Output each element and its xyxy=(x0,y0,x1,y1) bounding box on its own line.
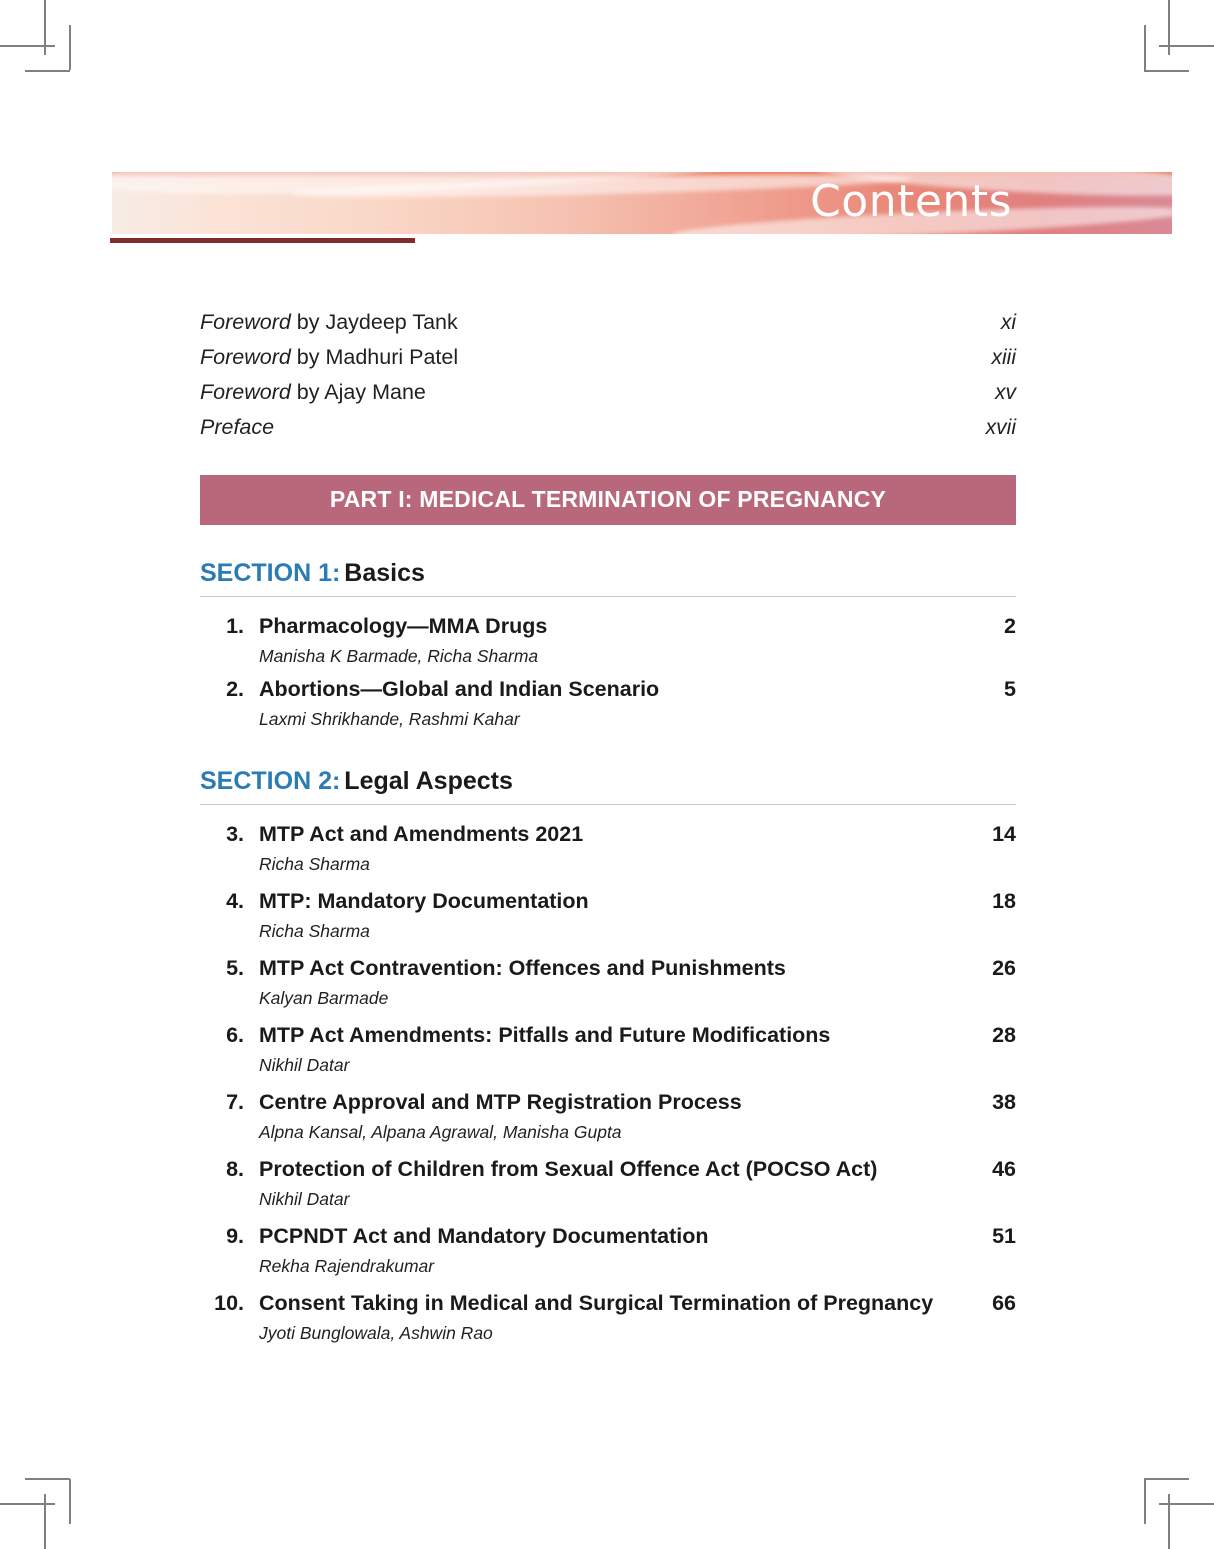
chapter-line xyxy=(200,886,1016,916)
crop-mark-top-left-inner xyxy=(25,70,70,72)
chapter-line xyxy=(200,819,1016,849)
section-number: SECTION 2: xyxy=(200,767,341,795)
chapter-entry[interactable] xyxy=(200,1020,1016,1079)
chapter-title: Protection of Children from Sexual Offence Act (POCSO Act) xyxy=(259,1157,878,1181)
crop-mark-top-right-inner xyxy=(1144,25,1146,70)
crop-mark-top-left xyxy=(0,45,55,47)
chapter-line xyxy=(200,611,1016,641)
chapter-page-number: 5 xyxy=(1004,677,1016,701)
chapter-authors: Richa Sharma xyxy=(259,921,370,941)
crop-mark-bottom-right-inner xyxy=(1144,1478,1189,1480)
front-matter-page: xiii xyxy=(991,346,1016,369)
chapter-page-number: 28 xyxy=(992,1023,1016,1047)
chapter-line xyxy=(200,1154,1016,1184)
chapter-entry[interactable] xyxy=(200,674,1016,733)
front-matter-entry[interactable] xyxy=(200,410,1016,445)
section-basics xyxy=(200,559,1016,733)
section-number: SECTION 1: xyxy=(200,559,341,587)
front-matter-label xyxy=(200,375,426,409)
section-heading xyxy=(200,559,1016,597)
chapter-entry[interactable] xyxy=(200,886,1016,945)
front-matter-entry[interactable] xyxy=(200,375,1016,410)
front-matter-entry[interactable] xyxy=(200,305,1016,340)
chapter-number: 9. xyxy=(226,1224,244,1248)
front-matter-entry[interactable] xyxy=(200,340,1016,375)
chapter-authors: Nikhil Datar xyxy=(259,1189,350,1209)
page-title: Contents xyxy=(810,176,1012,228)
chapter-page-number: 14 xyxy=(992,822,1016,846)
chapter-title: MTP: Mandatory Documentation xyxy=(259,889,589,913)
chapter-authors: Alpna Kansal, Alpana Agrawal, Manisha Gupta xyxy=(259,1122,622,1142)
chapter-entry[interactable] xyxy=(200,819,1016,878)
chapter-entry[interactable] xyxy=(200,1087,1016,1146)
chapter-line xyxy=(200,674,1016,704)
chapter-line xyxy=(200,953,1016,983)
contents-header-banner xyxy=(112,172,1172,234)
chapter-page-number: 66 xyxy=(992,1291,1016,1315)
section-title: Legal Aspects xyxy=(344,767,513,795)
front-matter-label-rest: by Jaydeep Tank xyxy=(290,310,458,334)
crop-mark-top-left-inner xyxy=(69,25,71,70)
front-matter-page: xi xyxy=(1000,311,1016,334)
crop-mark-bottom-right xyxy=(1159,1503,1214,1505)
chapter-number: 7. xyxy=(226,1090,244,1114)
chapter-number: 3. xyxy=(226,822,244,846)
section-title: Basics xyxy=(344,559,425,587)
chapter-page-number: 46 xyxy=(992,1157,1016,1181)
crop-mark-top-right-inner xyxy=(1144,70,1189,72)
chapter-entry[interactable] xyxy=(200,1288,1016,1347)
crop-mark-bottom-left-inner xyxy=(25,1478,70,1480)
chapter-title: PCPNDT Act and Mandatory Documentation xyxy=(259,1224,709,1248)
front-matter-label-rest: by Madhuri Patel xyxy=(290,345,459,369)
chapter-line xyxy=(200,1087,1016,1117)
chapter-number: 8. xyxy=(226,1157,244,1181)
chapter-number: 2. xyxy=(226,677,244,701)
front-matter-label-italic: Foreword xyxy=(200,310,291,334)
chapter-entry[interactable] xyxy=(200,1221,1016,1280)
part-banner: PART I: MEDICAL TERMINATION OF PREGNANCY xyxy=(200,475,1016,525)
crop-mark-bottom-left-inner xyxy=(69,1479,71,1524)
chapter-authors: Laxmi Shrikhande, Rashmi Kahar xyxy=(259,709,520,729)
chapter-number: 4. xyxy=(226,889,244,913)
chapter-title: Consent Taking in Medical and Surgical Termination of Pregnancy xyxy=(259,1291,934,1315)
chapter-title: Centre Approval and MTP Registration Process xyxy=(259,1090,742,1114)
chapter-page-number: 26 xyxy=(992,956,1016,980)
front-matter-label xyxy=(200,305,458,339)
chapter-page-number: 18 xyxy=(992,889,1016,913)
chapter-number: 6. xyxy=(226,1023,244,1047)
chapter-authors: Jyoti Bunglowala, Ashwin Rao xyxy=(259,1323,493,1343)
front-matter-label-rest: by Ajay Mane xyxy=(290,380,426,404)
section-legal-aspects xyxy=(200,767,1016,1347)
chapter-authors: Manisha K Barmade, Richa Sharma xyxy=(259,646,539,666)
chapter-number: 10. xyxy=(214,1291,244,1315)
chapter-entry[interactable] xyxy=(200,953,1016,1012)
front-matter-label xyxy=(200,410,274,444)
front-matter-page: xv xyxy=(995,381,1016,404)
front-matter-page: xvii xyxy=(985,416,1016,439)
banner-underline-rule xyxy=(110,238,415,243)
front-matter-label-italic: Foreword xyxy=(200,380,291,404)
chapter-authors: Kalyan Barmade xyxy=(259,988,389,1008)
front-matter-label-italic: Foreword xyxy=(200,345,291,369)
chapter-authors: Nikhil Datar xyxy=(259,1055,350,1075)
chapter-line xyxy=(200,1020,1016,1050)
chapter-number: 5. xyxy=(226,956,244,980)
front-matter-label-italic: Preface xyxy=(200,415,275,439)
chapter-title: Pharmacology—MMA Drugs xyxy=(259,614,548,638)
chapter-page-number: 51 xyxy=(992,1224,1016,1248)
chapter-entry[interactable] xyxy=(200,1154,1016,1213)
chapter-entry[interactable] xyxy=(200,611,1016,670)
chapter-title: MTP Act Amendments: Pitfalls and Future Modifications xyxy=(259,1023,831,1047)
chapter-line xyxy=(200,1221,1016,1251)
contents-body xyxy=(200,305,1016,1355)
chapter-title: MTP Act Contravention: Offences and Punishments xyxy=(259,956,786,980)
chapter-page-number: 38 xyxy=(992,1090,1016,1114)
chapter-line xyxy=(200,1288,1016,1318)
section-heading xyxy=(200,767,1016,805)
crop-mark-top-right xyxy=(1159,45,1214,47)
chapter-authors: Richa Sharma xyxy=(259,854,370,874)
front-matter-list xyxy=(200,305,1016,445)
front-matter-label xyxy=(200,340,458,374)
crop-mark-bottom-right-inner xyxy=(1144,1479,1146,1524)
chapter-page-number: 2 xyxy=(1004,614,1016,638)
chapter-number: 1. xyxy=(226,614,244,638)
chapter-title: Abortions—Global and Indian Scenario xyxy=(259,677,660,701)
crop-mark-bottom-left xyxy=(0,1503,55,1505)
chapter-authors: Rekha Rajendrakumar xyxy=(259,1256,435,1276)
chapter-title: MTP Act and Amendments 2021 xyxy=(259,822,584,846)
